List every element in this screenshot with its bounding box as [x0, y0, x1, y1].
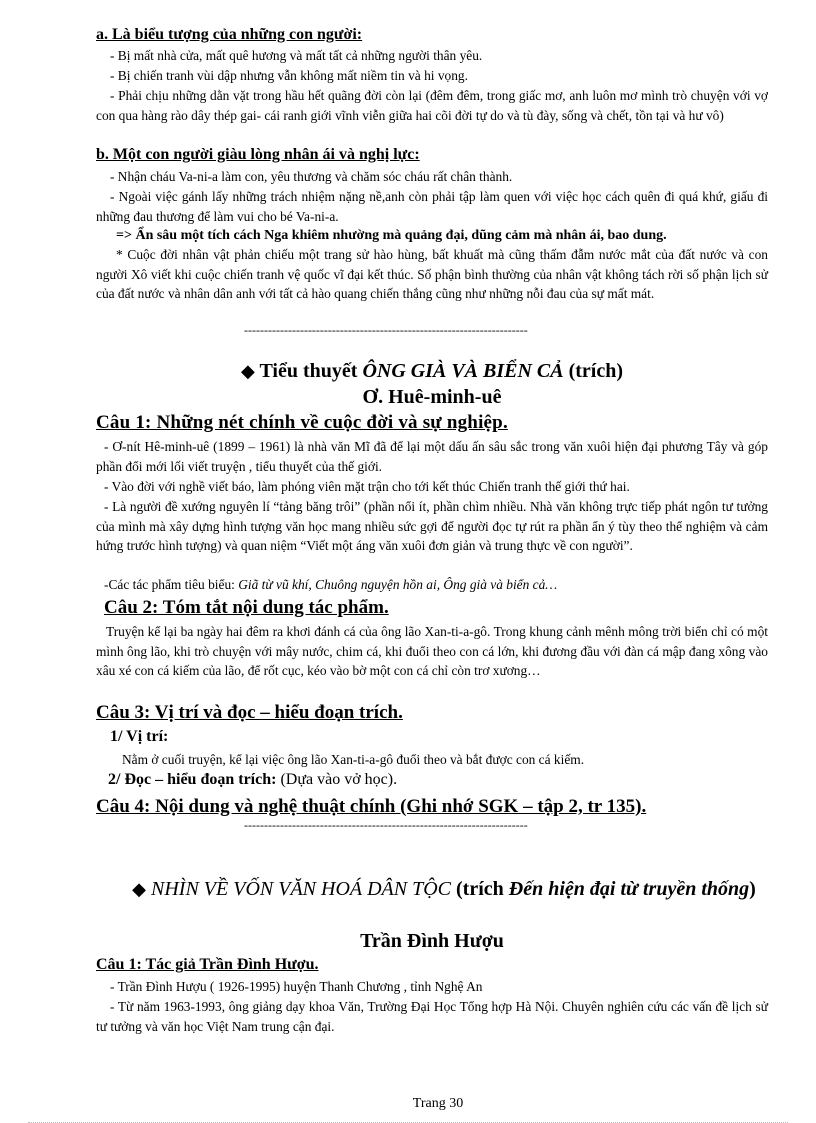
work1-q2-heading: Câu 2: Tóm tắt nội dung tác phẩm.	[104, 597, 389, 618]
section-a-line-3: - Phải chịu những dằn vặt trong hầu hết quãng đời còn lại (đêm đêm, trong giấc mơ, anh luôn mơ mình trò chuyện với vợ con qua hàng rào dây thép gai- cái ranh giới vĩnh viễn giữa hai cõi đời tự do và tù đày, sống và chết, tồn tại và hư vô)	[96, 88, 768, 123]
work1-q4-heading: Câu 4: Nội dung và nghệ thuật chính (Ghi nhớ SGK – tập 2, tr 135).	[96, 796, 647, 817]
section-a-line-1: - Bị mất nhà cửa, mất quê hương và mất tất cả những người thân yêu.	[110, 48, 483, 63]
work1-author: Ơ. Huê-minh-uê	[362, 386, 502, 408]
section-b-note: * Cuộc đời nhân vật phản chiếu một trang sử hào hùng, bất khuất mà cũng thấm đẫm nước mắt của đất nước và con người Xô viết khi cuộc chiến tranh vệ quốc vĩ đại kết thúc. Số phận bình thường của nhân vật không tách rời số phận lịch sử của đất nước và nhân dân anh với tất cả hào quang chiến thắng cũng như những nỗi đau của sự mất mát.	[96, 247, 768, 301]
work2-subtitle-1: Đến hiện đại từ truyền	[508, 878, 697, 900]
work1-q1-heading: Câu 1: Những nét chính về cuộc đời và sự nghiệp.	[96, 412, 508, 433]
work1-q1-line-3: - Là người đề xướng nguyên lí “tảng băng trôi” (phần nổi ít, phần chìm nhiều. Nhà văn không trực tiếp phát ngôn tư tưởng của mình mà xây dựng hình tượng văn học mang nhiều sức gợi để người đọc tự rút ra phần ẩn ý tùy theo thể nghiệm và cảm hứng trước hình tượng) và quan niệm “Viết một áng văn xuôi đơn giản và trung thực về con người”.	[96, 499, 768, 553]
section-b-heading: b. Một con người giàu lòng nhân ái và nghị lực:	[96, 146, 420, 163]
work2-subtitle-2: thống	[701, 878, 750, 900]
work2-q1-line-2: - Từ năm 1963-1993, ông giảng dạy khoa Văn, Trường Đại Học Tổng hợp Hà Nội. Chuyên nghiên cứu các vấn đề lịch sử tư tưởng và văn học Việt Nam trung cận đại.	[96, 999, 768, 1034]
work2-author: Trần Đình Hượu	[360, 930, 504, 952]
work1-q3-sub1: 1/ Vị trí:	[110, 728, 169, 745]
work1-prefix: Tiểu thuyết	[259, 360, 358, 382]
work1-q3-sub2-label: 2/ Đọc – hiểu đoạn trích:	[108, 771, 277, 788]
work1-q3-sub1-text: Nằm ở cuối truyện, kể lại việc ông lão Xan-ti-a-gô đuổi theo và bắt được con cá kiếm.	[122, 752, 585, 767]
work2-mid: (trích	[456, 878, 504, 900]
work1-title	[0, 360, 816, 383]
section-a-line-2: - Bị chiến tranh vùi dập nhưng vẫn không mất niềm tin và hi vọng.	[110, 68, 468, 83]
section-b-line-1: - Nhận cháu Va-ni-a làm con, yêu thương và chăm sóc cháu rất chân thành.	[110, 169, 513, 184]
work1-q3-sub2-text: (Dựa vào vở học).	[280, 771, 398, 788]
work2-title-text: NHÌN VỀ VỐN VĂN HOÁ DÂN TỘC	[151, 878, 452, 900]
works-label: -Các tác phẩm tiêu biểu:	[104, 577, 235, 592]
work2-q1-line-1: - Trần Đình Hượu ( 1926-1995) huyện Thanh Chương , tỉnh Nghệ An	[110, 979, 483, 994]
work1-q2-text: Truyện kể lại ba ngày hai đêm ra khơi đánh cá của ông lão Xan-ti-a-gô. Trong khung cảnh mênh mông trời biển chỉ có một mình ông lão, khi trò chuyện với mây nước, chim cá, khi đuổi theo con cá lớn, khi đương đầu với đàn cá mập đang xông vào xâu xé con cá kiếm của lão, để rốt cục, kéo vào bờ một con cá chỉ còn trơ xương…	[96, 624, 768, 678]
work1-q1-line-1: - Ơ-nít Hê-minh-uê (1899 – 1961) là nhà văn Mĩ đã để lại một dấu ấn sâu sắc trong văn xuôi hiện đại phương Tây và góp phần đổi mới lối viết truyện , tiểu thuyết của thế giới.	[96, 439, 768, 474]
section-a-heading: a. Là biểu tượng của những con người:	[96, 26, 363, 43]
work1-title-text: ÔNG GIÀ VÀ BIỂN CẢ	[362, 360, 564, 382]
work2-close: )	[749, 878, 756, 900]
work1-q3-heading: Câu 3: Vị trí và đọc – hiểu đoạn trích.	[96, 702, 403, 723]
work1-q3-sub2	[108, 771, 397, 789]
work2-title	[100, 876, 788, 903]
work2-q1-heading: Câu 1: Tác giả Trần Đình Hượu.	[96, 956, 319, 973]
work1-suffix: (trích)	[568, 360, 624, 382]
page-number: Trang 30	[412, 1096, 464, 1111]
section-b-line-2: - Ngoài việc gánh lấy những trách nhiệm nặng nề,anh còn phải tập làm quen với việc học cách quên đi quá khứ, giấu đi những đau thương để làm vui cho bé Va-ni-a.	[96, 189, 768, 224]
diamond-bullet-icon: ◆	[240, 361, 255, 381]
work1-q1-works	[104, 575, 768, 595]
section-b-emphasis: => Ẩn sâu một tích cách Nga khiêm nhường mà quảng đại, dũng cảm mà nhân ái, bao dung.	[116, 228, 667, 243]
work1-q1-line-2: - Vào đời với nghề viết báo, làm phóng viên mặt trận cho tới kết thúc Chiến tranh thế giới thứ hai.	[104, 479, 630, 494]
works-list: Giã từ vũ khí, Chuông nguyện hồn ai, Ông già và biển cả…	[238, 577, 558, 592]
separator-1: -----------------------------------------------------------------------	[244, 323, 528, 337]
separator-2: -----------------------------------------------------------------------	[244, 818, 528, 832]
diamond-bullet-icon: ◆	[132, 879, 147, 899]
